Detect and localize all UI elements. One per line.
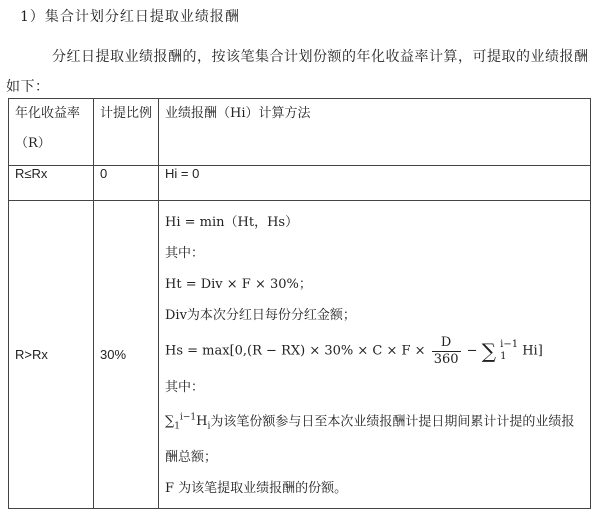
- sum-definition: [165, 403, 584, 474]
- fraction-denominator: 360: [433, 351, 459, 367]
- row2-method: [159, 201, 591, 509]
- sum-definition-text: 为该笔份额参与日至本次业绩报酬计提日期间累计计提的业绩报酬总额；: [165, 413, 575, 466]
- row1-ratio: 0: [94, 166, 159, 201]
- minus-sign: −: [466, 343, 478, 359]
- intro-paragraph: 分红日提取业绩报酬的，按该笔集合计划份额的年化收益率计算，可提取的业绩报酬如下：: [6, 49, 589, 95]
- table-row: [9, 201, 591, 509]
- table-header-row: [9, 99, 591, 166]
- summation-symbol: $\sum_1^{i-1}H_i$: [165, 412, 211, 432]
- fraction-d-360: [432, 335, 461, 368]
- f-definition: F 为该笔提取业绩报酬的份额。: [165, 481, 348, 497]
- summation-limits: i−1 1: [500, 339, 519, 362]
- fraction-numerator: D: [432, 335, 461, 352]
- header-method: 业绩报酬（Hi）计算方法: [159, 99, 591, 166]
- section-heading: 1）集合计划分红日提取业绩报酬: [20, 9, 240, 25]
- table-row: [9, 166, 591, 201]
- row2-condition: R>Rx: [9, 201, 94, 509]
- div-definition: Div为本次分红日每份分红金额；: [165, 308, 356, 323]
- formula-ht: Ht = Div × F × 30%；: [165, 277, 312, 292]
- formula-hs-suffix: Hi]: [522, 343, 543, 359]
- row1-condition: R≤Rx: [9, 166, 94, 201]
- row1-formula: Hi = 0: [159, 166, 591, 201]
- note-qizhong-1: 其中：: [165, 246, 205, 261]
- header-annual-return: 年化收益率（R）: [9, 99, 94, 166]
- formula-hs: [165, 331, 584, 372]
- note-qizhong-2: 其中：: [165, 379, 205, 395]
- summation-icon: ∑: [481, 339, 496, 363]
- formula-hs-prefix: Hs = max[0,(R − RX) × 30% × C × F ×: [165, 343, 426, 359]
- formula-min: Hi = min（Ht，Hs）: [165, 215, 299, 230]
- header-ratio: 计提比例: [94, 99, 159, 166]
- row2-ratio: 30%: [94, 201, 159, 509]
- fee-table: [8, 98, 591, 509]
